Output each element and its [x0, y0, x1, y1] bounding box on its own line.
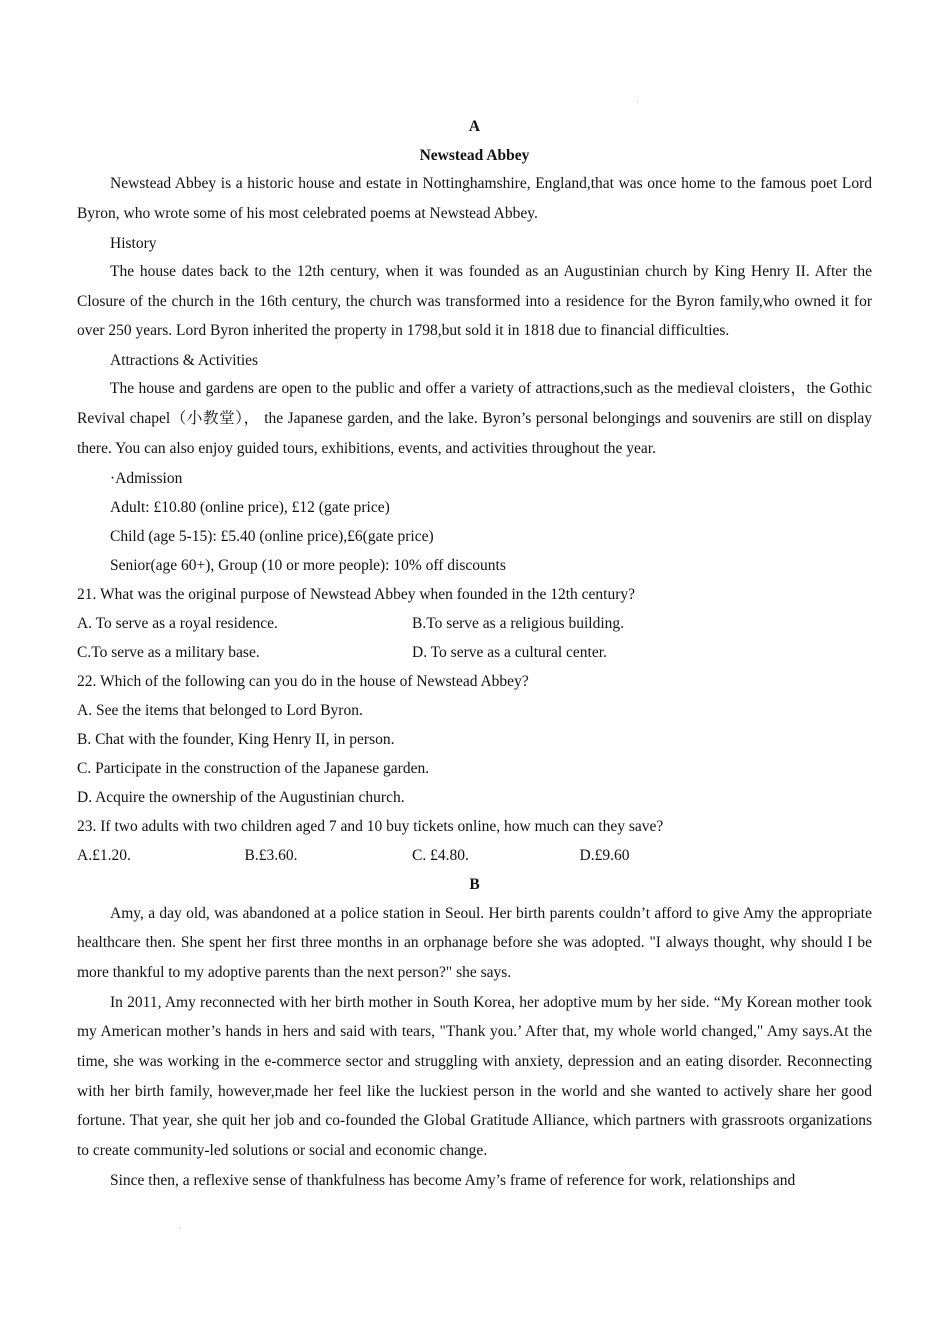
scan-speck — [179, 1227, 180, 1228]
attractions-heading: Attractions & Activities — [110, 352, 259, 370]
admission-adult: Adult: £10.80 (online price), £12 (gate price) — [110, 498, 390, 516]
history-heading: History — [110, 234, 157, 252]
question-21-option-a: A. To serve as a royal residence. — [77, 614, 278, 632]
question-22-option-b: B. Chat with the founder, King Henry II, in person. — [77, 730, 395, 748]
history-paragraph: The house dates back to the 12th century, when it was founded as an Augustinian church by King Henry II. After the Closure of the church in the 16th century, the church was transformed into a residence for the Byron family,who owned it for over 250 years. Lord Byron inherited the property in 1798,but sold it in 1818 due to financial difficulties. — [77, 263, 872, 340]
question-22-option-d: D. Acquire the ownership of the Augustinian church. — [77, 788, 405, 806]
question-23-option-a: A.£1.20. — [77, 846, 131, 864]
question-22-option-c: C. Participate in the construction of the Japanese garden. — [77, 759, 430, 777]
question-21-options-row-1 — [77, 609, 872, 638]
question-21-option-b: B.To serve as a religious building. — [412, 614, 625, 632]
scan-speck — [637, 101, 638, 102]
passage-title: Newstead Abbey — [419, 147, 530, 164]
question-23-option-b: B.£3.60. — [244, 846, 298, 864]
attractions-paragraph: The house and gardens are open to the public and offer a variety of attractions,such as the medieval cloisters，the Gothic Revival chapel（小教堂）， the Japanese garden, and the lake. Byron’s personal belongings and souvenirs are still on display there. You can also enjoy guided tours, exhibitions, events, and activities throughout the year. — [77, 380, 872, 457]
intro-paragraph: Newstead Abbey is a historic house and estate in Nottinghamshire, England,that was once home to the famous poet Lord Byron, who wrote some of his most celebrated poems at Newstead Abbey. — [77, 175, 872, 223]
question-22-stem: 22. Which of the following can you do in the house of Newstead Abbey? — [77, 672, 529, 690]
question-21-option-c: C.To serve as a military base. — [77, 643, 260, 661]
question-23-stem: 23. If two adults with two children aged 7 and 10 buy tickets online, how much can they save? — [77, 817, 664, 835]
question-23-options-row — [77, 841, 872, 870]
admission-child: Child (age 5-15): £5.40 (online price),£6(gate price) — [110, 527, 434, 545]
passage-b-paragraph-2: In 2011, Amy reconnected with her birth mother in South Korea, her adoptive mum by her side. “My Korean mother took my American mother’s hands in hers and said with tears, "Thank you.’ After that, my whole world changed," Amy says.At the time, she was working in the e-commerce sector and struggling with anxiety, depression and an eating disorder. Reconnecting with her birth family, however,made her feel like the luckiest person in the world and she wanted to actively share her good fortune. That year, she quit her job and co-founded the Global Gratitude Alliance, which partners with grassroots organizations to create community-led solutions or social and economic change. — [77, 993, 872, 1160]
admission-senior-group: Senior(age 60+), Group (10 or more people): 10% off discounts — [110, 556, 506, 574]
section-a-letter: A — [468, 118, 481, 135]
passage-b-paragraph-3: Since then, a reflexive sense of thankfulness has become Amy’s frame of reference for work, relationships and — [110, 1171, 796, 1189]
question-22-option-a: A. See the items that belonged to Lord Byron. — [77, 701, 363, 719]
section-b-letter: B — [469, 875, 480, 893]
question-21-options-row-2 — [77, 638, 872, 667]
question-23-option-d: D.£9.60 — [579, 846, 630, 864]
question-21-option-d: D. To serve as a cultural center. — [412, 643, 607, 661]
passage-b-paragraph-1: Amy, a day old, was abandoned at a police station in Seoul. Her birth parents couldn’t afford to give Amy the appropriate healthcare then. She spent her first three months in an orphanage before she was adopted. "I always thought, why should I be more thankful to my adoptive parents than the next person?" she says. — [77, 904, 872, 981]
question-21-stem: 21. What was the original purpose of Newstead Abbey when founded in the 12th century? — [77, 585, 635, 603]
exam-page — [77, 112, 872, 1196]
question-23-option-c: C. £4.80. — [412, 846, 469, 864]
admission-heading: ·Admission — [110, 469, 183, 487]
